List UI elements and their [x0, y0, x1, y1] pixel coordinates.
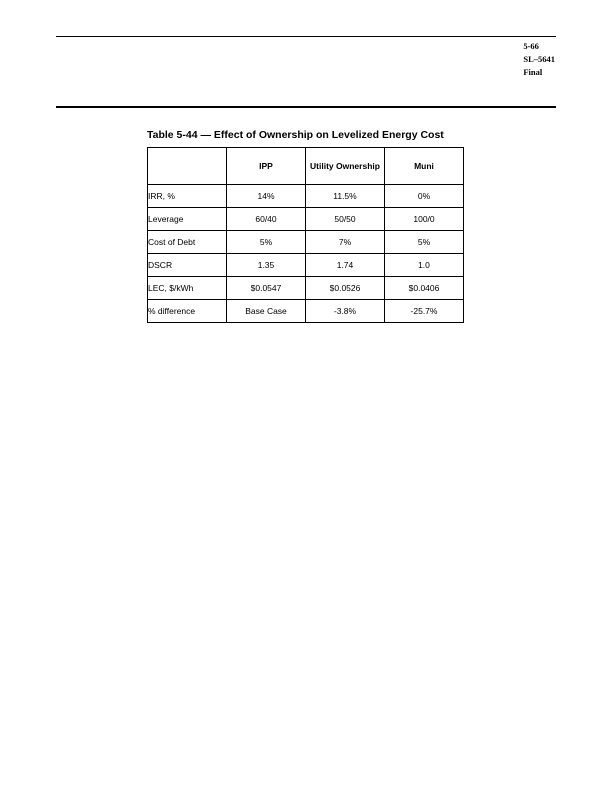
row-value: 1.35	[227, 254, 306, 277]
row-value: 60/40	[227, 208, 306, 231]
column-header-utility-ownership: Utility Ownership	[306, 148, 385, 185]
row-label: LEC, $/kWh	[148, 277, 227, 300]
table-row	[148, 185, 464, 208]
row-value: Base Case	[227, 300, 306, 323]
row-value: $0.0547	[227, 277, 306, 300]
header-line-page-number: 5-66	[523, 41, 539, 51]
row-value: 1.74	[306, 254, 385, 277]
row-value: 50/50	[306, 208, 385, 231]
row-value: 5%	[385, 231, 464, 254]
table-row	[148, 231, 464, 254]
row-value: 5%	[227, 231, 306, 254]
row-value: $0.0406	[385, 277, 464, 300]
ownership-lec-table	[147, 147, 464, 323]
row-label: Leverage	[148, 208, 227, 231]
row-value: 0%	[385, 185, 464, 208]
row-value: 11.5%	[306, 185, 385, 208]
column-header-ipp: IPP	[227, 148, 306, 185]
table-row	[148, 300, 464, 323]
row-value: -25.7%	[385, 300, 464, 323]
table-caption: Table 5-44 — Effect of Ownership on Levelized Energy Cost	[147, 129, 444, 141]
header-line-project-number: SL–5641	[523, 54, 555, 64]
table-row	[148, 254, 464, 277]
row-label: % difference	[148, 300, 227, 323]
page-header	[523, 40, 555, 79]
table-row	[148, 208, 464, 231]
header-line-status: Final	[523, 67, 543, 77]
row-value: 14%	[227, 185, 306, 208]
column-header-muni: Muni	[385, 148, 464, 185]
row-label: DSCR	[148, 254, 227, 277]
row-label: Cost of Debt	[148, 231, 227, 254]
row-value: $0.0526	[306, 277, 385, 300]
row-label: IRR, %	[148, 185, 227, 208]
header-rule-bottom	[56, 106, 556, 108]
table-row	[148, 277, 464, 300]
row-value: -3.8%	[306, 300, 385, 323]
row-value: 100/0	[385, 208, 464, 231]
header-rule-top	[56, 36, 556, 37]
row-value: 1.0	[385, 254, 464, 277]
table-header-row	[148, 148, 464, 185]
row-value: 7%	[306, 231, 385, 254]
column-header-blank	[148, 148, 227, 185]
